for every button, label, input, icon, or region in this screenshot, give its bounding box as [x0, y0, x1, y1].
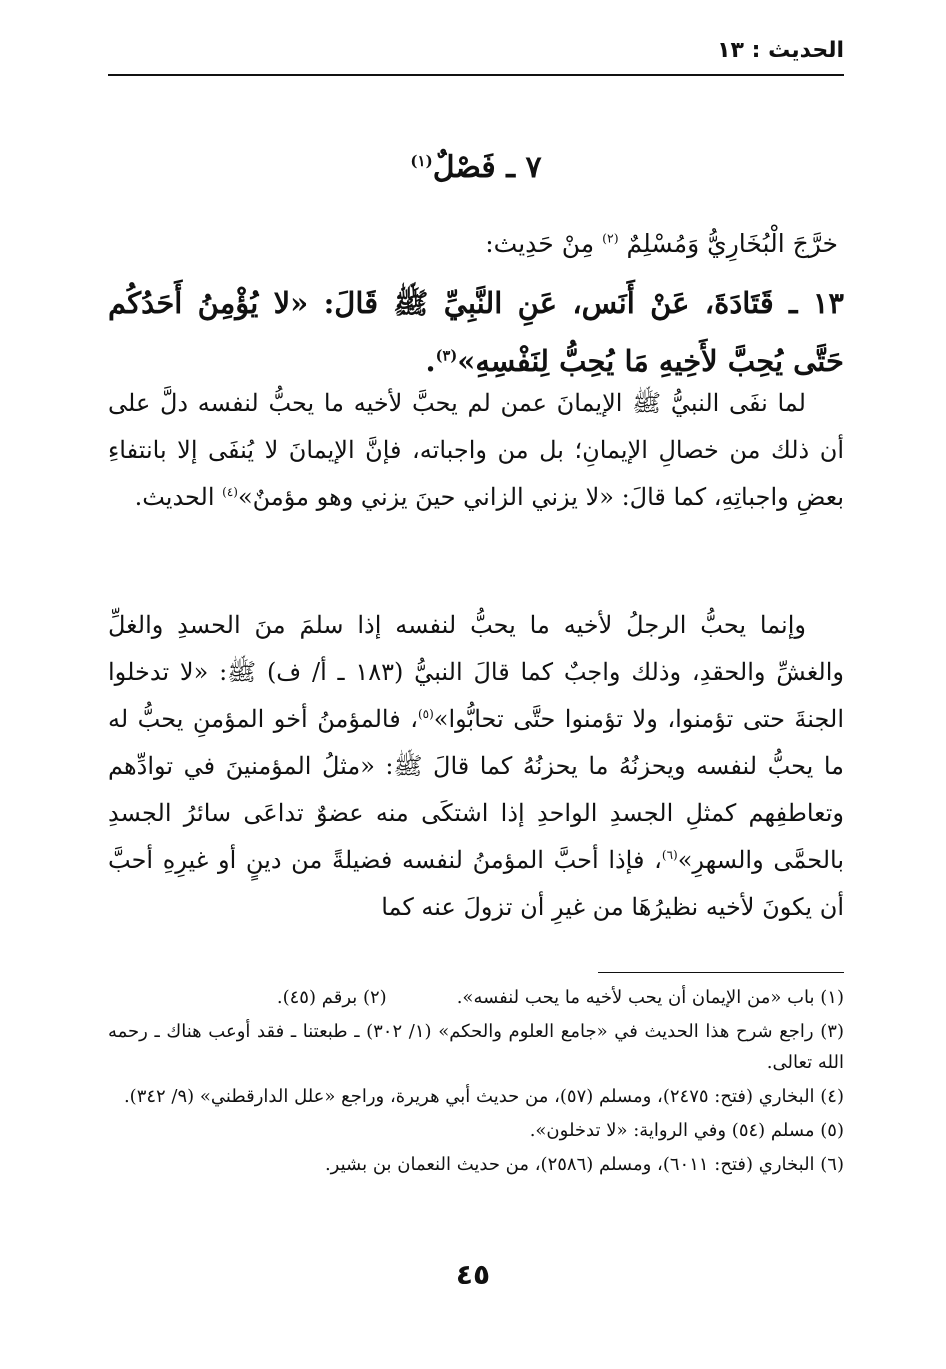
paragraph-2-text-b: ، فالمؤمنُ أخو المؤمنِ يحبُّ له ما يحبُّ لنفسه ويحزنُهُ ما يحزنُهُ كما قالَ ﷺ: «مثلُ المؤمنينَ في توادِّهم وتعاطفِهم كمثلِ الجسدِ الواحدِ إذا اشتكَى منه عضوٌ تداعَى سائرُ الجسدِ بالحمَّى والسهرِ»: [108, 705, 844, 874]
footnote-3: (٣) راجع شرح هذا الحديث في «جامع العلوم والحكم» (١/ ٣٠٢) ـ طبعتنا ـ فقد أوعب هناك ـ رحمه الله تعالى.: [108, 1021, 844, 1073]
paragraph-1: [108, 380, 844, 521]
hadith-text: [108, 274, 844, 390]
paragraph-1-end: الحديث.: [134, 483, 223, 511]
paragraph-2-text-c: ، فإذا أحبَّ المؤمنُ لنفسه فضيلةً من دينٍ أو غيرِهِ أحبَّ أن يكونَ لأخيه نظيرُهَا من غيرِ أن تزولَ عنه كما: [108, 846, 844, 921]
footnote-5: (٥) مسلم (٥٤) وفي الرواية: «لا تدخلون».: [529, 1120, 844, 1141]
footnote-ref-5[interactable]: (٥): [417, 707, 434, 721]
intro-text-a: خرَّجَ الْبُخَارِيُّ وَمُسْلِمٌ: [618, 229, 838, 258]
footnote-2: (٢) برقم (٤٥).: [276, 987, 387, 1008]
footnote-4: (٤) البخاري (فتح: ٢٤٧٥)، ومسلم (٥٧)، من حديث أبي هريرة، وراجع «علل الدارقطني» (٩/ ٣٤٢).: [123, 1086, 844, 1107]
footnote-6: (٦) البخاري (فتح: ٦٠١١)، ومسلم (٢٥٨٦)، من حديث النعمان بن بشير.: [324, 1154, 844, 1175]
footnote-ref-6[interactable]: (٦): [661, 848, 678, 862]
intro-line: [102, 222, 838, 266]
footnotes: [108, 982, 844, 1183]
footnote-1: (١) باب «من الإيمان أن يحب لأخيه ما يحب لنفسه».: [456, 987, 844, 1008]
footnote-row: [108, 982, 844, 1013]
paragraph-2-text-a: وإنما يحبُّ الرجلُ لأخيه ما يحبُّ لنفسه إذا سلمَ منَ الحسدِ والغلِّ والغشِّ والحقدِ، وذلك واجبٌ كما قالَ النبيُّ (١٨٣ ـ أ/ ف) ﷺ: «لا تدخلوا الجنةَ حتى تؤمنوا، ولا تؤمنوا حتَّى تحابُّوا»: [108, 611, 845, 733]
section-heading-text: ٧ ـ فَصْلٌ: [432, 150, 542, 185]
footnote-ref-1[interactable]: (١): [410, 152, 433, 170]
hadith-end: .: [425, 344, 436, 378]
section-heading: [108, 150, 844, 185]
running-head: الحديث : ١٣: [717, 38, 844, 63]
footnote-divider: [598, 972, 844, 973]
footnote-ref-3[interactable]: (٣): [435, 347, 458, 365]
hadith-body: ١٣ ـ قَتَادَةَ، عَنْ أَنَس، عَنِ النَّبِيِّ ﷺ قَالَ: «لا يُؤْمِنُ أَحَدُكُم حَتَّى يُحِبَّ لأَخِيهِ مَا يُحِبُّ لِنَفْسِهِ»: [108, 286, 844, 378]
paragraph-1-text: لما نفَى النبيُّ ﷺ الإيمانَ عمن لم يحبَّ لأخيه ما يحبُّ لنفسه دلَّ على أن ذلك من خصالِ الإيمانِ؛ بل من واجباته، فإنَّ الإيمانَ لا يُنفَى إلا بانتفاءِ بعضِ واجباتِهِ، كما قالَ: «لا يزني الزاني حينَ يزني وهو مؤمنٌ»: [108, 389, 844, 511]
paragraph-2: [108, 602, 844, 931]
page-number: ٤٥: [455, 1258, 491, 1291]
footnote-ref-2[interactable]: (٢): [602, 230, 619, 246]
footnote-ref-4[interactable]: (٤): [222, 485, 238, 499]
intro-text-b: مِنْ حَدِيث:: [485, 229, 603, 258]
page-header: [108, 36, 844, 76]
